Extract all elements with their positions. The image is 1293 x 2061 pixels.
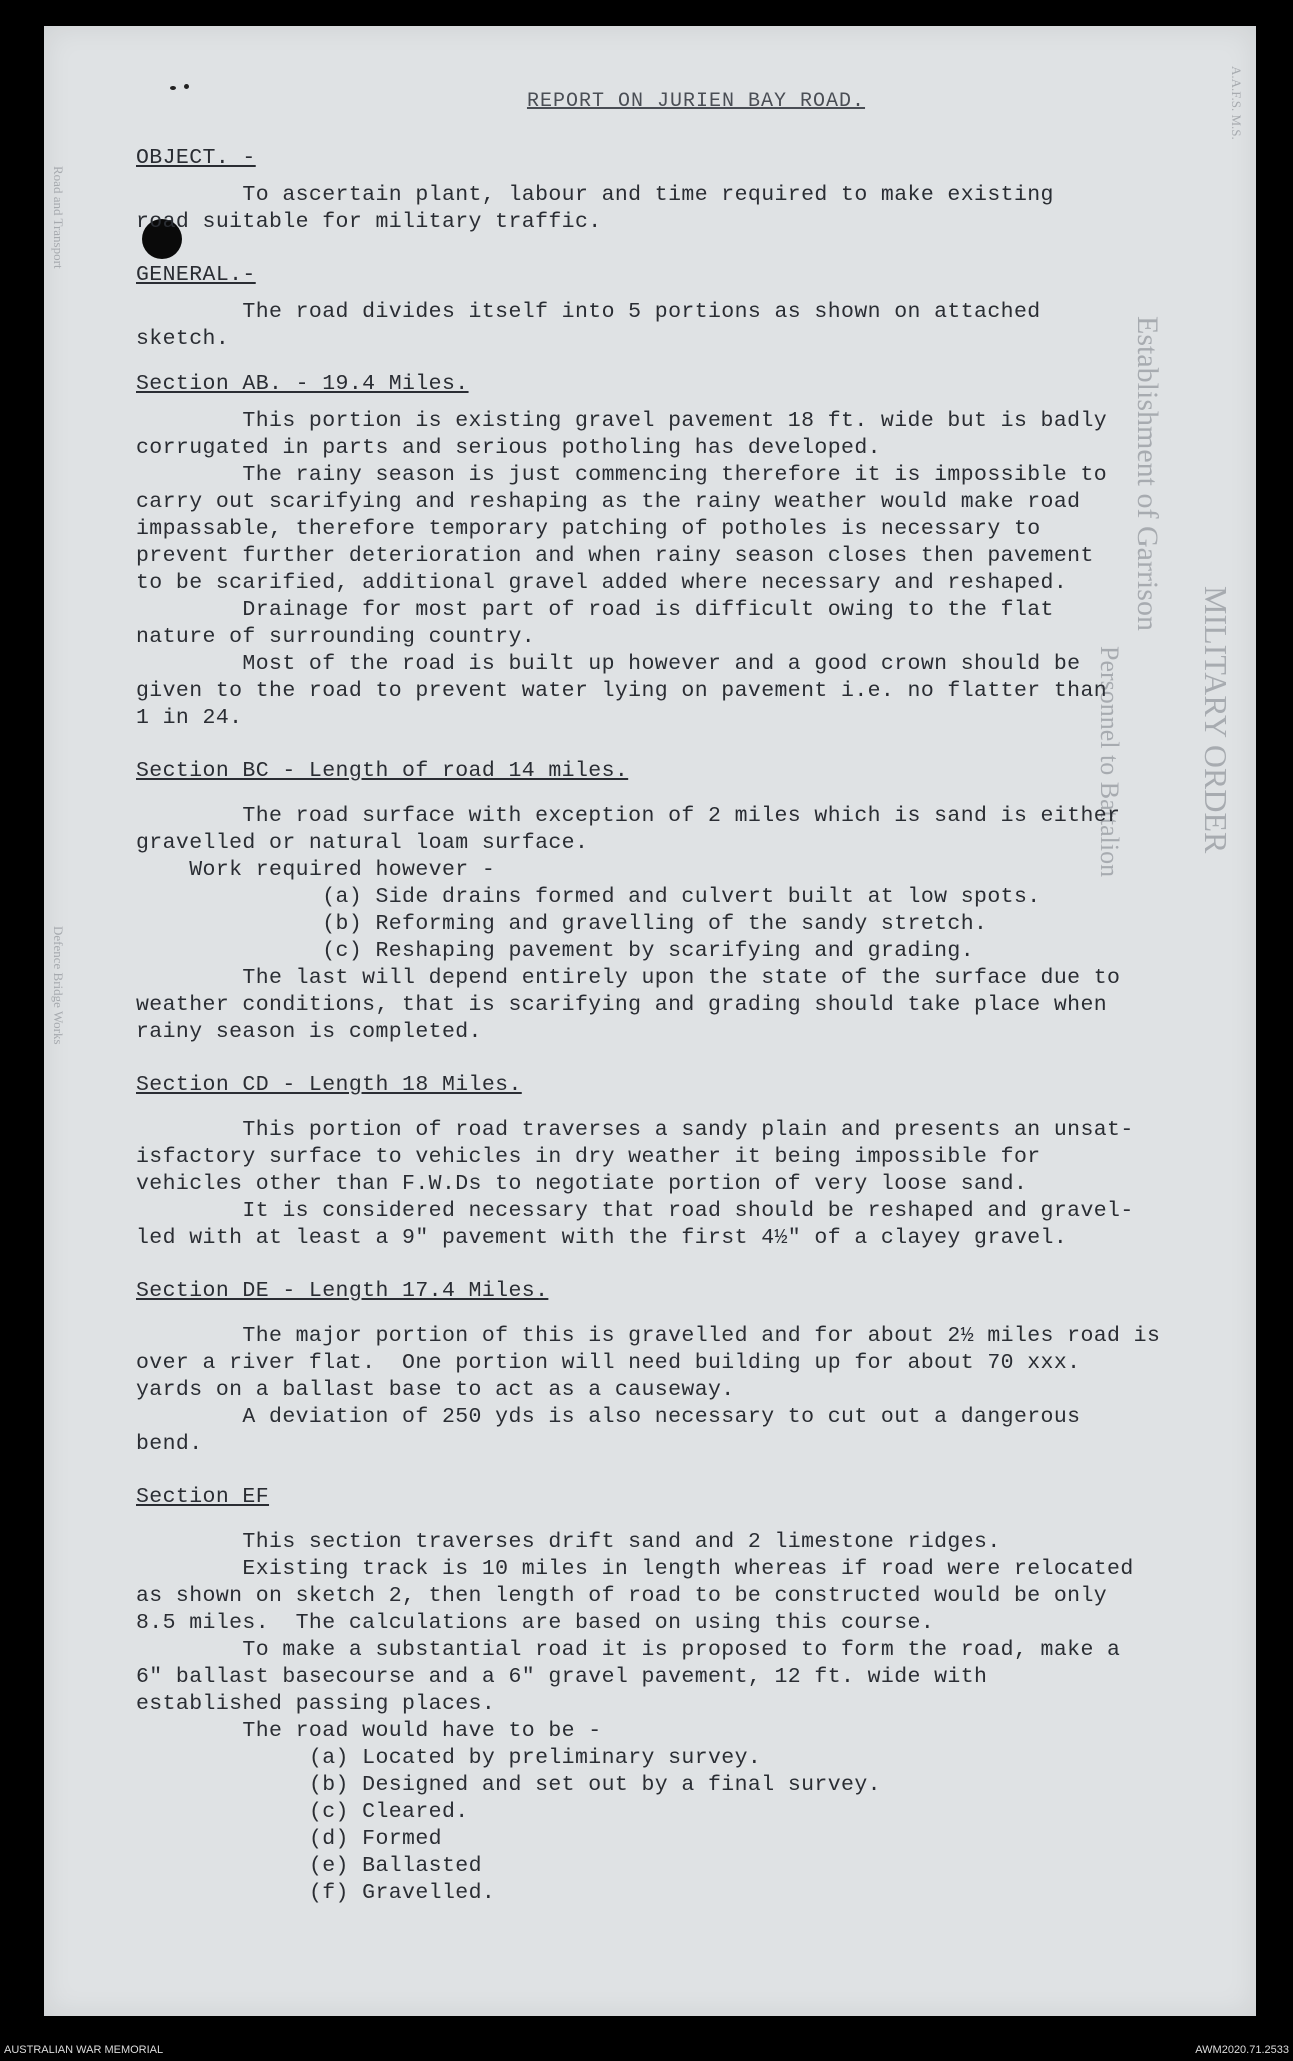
footer-left: AUSTRALIAN WAR MEMORIAL — [4, 2044, 164, 2056]
document-page — [44, 26, 1256, 2016]
section-body: This portion of road traverses a sandy plain and presents an unsat- isfactory surface to vehicles in dry weather it being impossible for vehicles other than F.W.Ds to negotiate portion of very loose sand. It is considered necessary that road should be reshaped and gravel- led with at least a 9" pavement with the first 4½" of a clayey gravel. — [136, 1118, 1134, 1250]
section-body: The road surface with exception of 2 miles which is sand is either gravelled or natural loam surface. Work required however - (a) Side drains formed and culvert built at low spots. (b) Reforming and gravelling of the sandy stretch. (c) Reshaping pavement by scarifying and grading. The last will depend entirely upon the state of the surface due to weather conditions, that is scarifying and grading should take place when rainy season is completed. — [136, 804, 1121, 1044]
section-heading: GENERAL.- — [136, 263, 256, 287]
footer-bar — [0, 2039, 1293, 2061]
section-heading: Section CD - Length 18 Miles. — [136, 1073, 522, 1097]
section-heading: Section BC - Length of road 14 miles. — [136, 759, 629, 783]
footer-right: AWM2020.71.2533 — [1195, 2044, 1289, 2056]
show-through-text: Personnel to Battalion — [1095, 646, 1124, 878]
report-title: REPORT ON JURIEN BAY ROAD. — [526, 90, 866, 113]
section-heading: Section DE - Length 17.4 Miles. — [136, 1279, 549, 1303]
section-body: The road divides itself into 5 portions as shown on attached sketch. — [136, 300, 1041, 351]
show-through-text: Defence Bridge Works — [51, 926, 66, 1045]
section-body: The major portion of this is gravelled and for about 2½ miles road is over a river flat. One portion will need building up for about 70 xxx. yards on a ballast base to act as a causeway. A deviation of 250 yds is also necessary to cut out a dangerous bend. — [136, 1324, 1161, 1456]
section-heading: OBJECT. - — [136, 146, 256, 170]
section-body: This portion is existing gravel pavement 18 ft. wide but is badly corrugated in parts and serious potholing has developed. The rainy season is just commencing therefore it is impossible to carry out scarifying and reshaping as the rainy weather would make road impassable, therefore temporary patching of potholes is necessary to prevent further deterioration and when rainy season closes then pavement to be scarified, additional gravel added where necessary and reshaped. Drainage for most part of road is difficult owing to the flat nature of surrounding country. Most of the road is built up however and a good crown should be given to the road to prevent water lying on pavement i.e. no flatter than 1 in 24. — [136, 409, 1108, 730]
section-body: This section traverses drift sand and 2 limestone ridges. Existing track is 10 miles in length whereas if road were relocated as shown on sketch 2, then length of road to be constructed would be only 8.5 miles. The calculations are based on using this course. To make a substantial road it is proposed to form the road, make a 6" ballast basecourse and a 6" gravel pavement, 12 ft. wide with established passing places. The road would have to be - (a) Located by preliminary survey. (b) Designed and set out by a final survey. (c) Cleared. (d) Formed (e) Ballasted (f) Gravelled. — [136, 1530, 1134, 1905]
show-through-text: Road and Transport — [51, 166, 66, 269]
show-through-text: Establishment of Garrison — [1131, 316, 1164, 631]
show-through-text: MILITARY ORDER — [1198, 586, 1234, 854]
section-heading: Section EF — [136, 1485, 270, 1509]
section-heading: Section AB. - 19.4 Miles. — [136, 372, 469, 396]
section-body: To ascertain plant, labour and time required to make existing road suitable for military traffic. — [136, 183, 1054, 234]
show-through-text: A.A.F.S. M.S. — [1229, 66, 1244, 140]
typed-report — [136, 88, 1256, 1907]
